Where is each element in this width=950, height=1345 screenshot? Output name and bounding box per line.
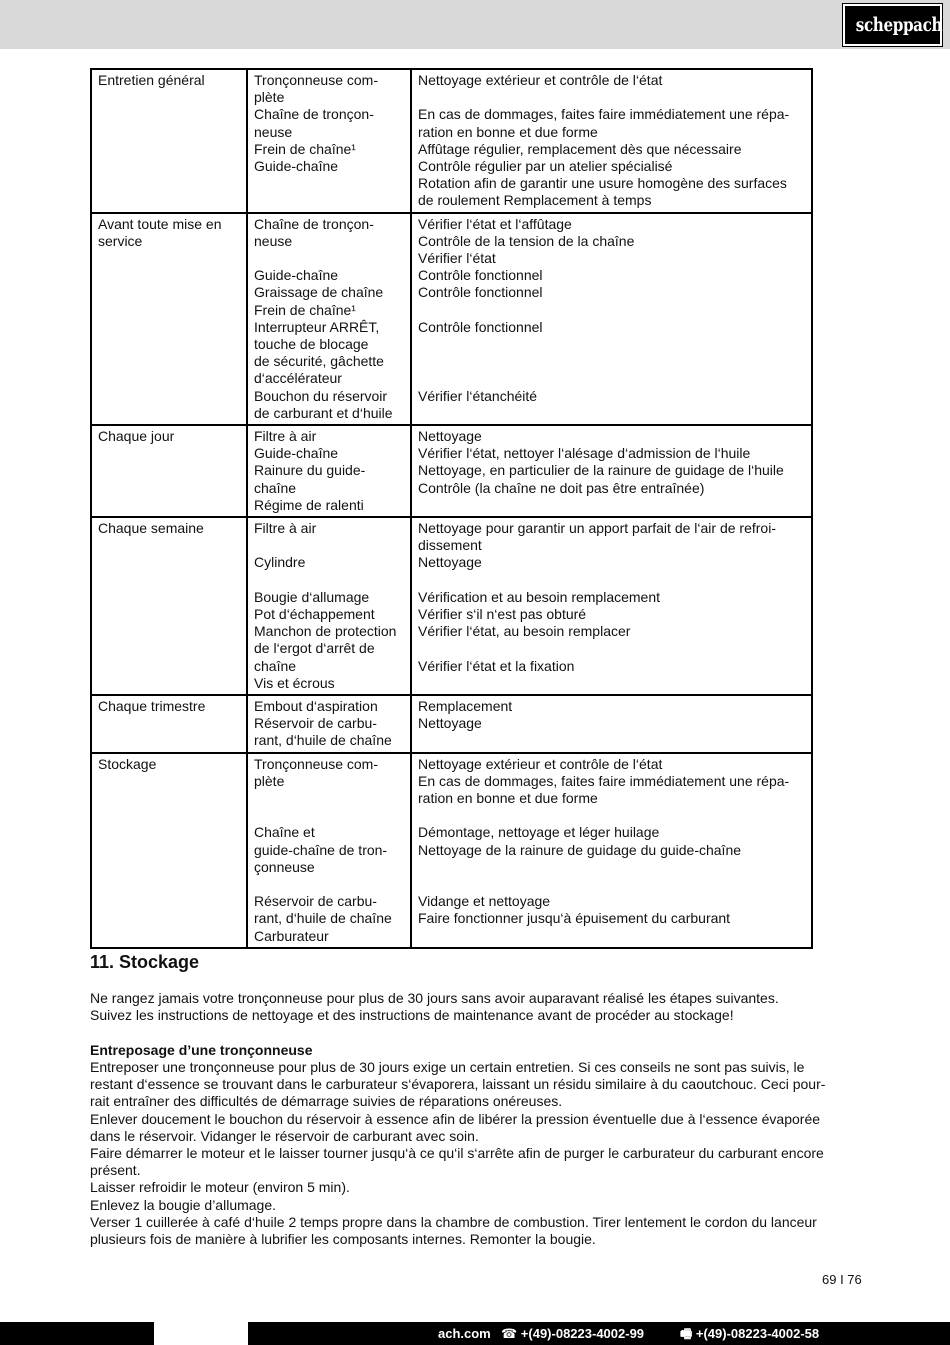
action-line bbox=[418, 859, 806, 876]
component-line: Chaîne de tronçon- bbox=[254, 215, 374, 232]
interval-line: service bbox=[98, 232, 143, 249]
component-cell bbox=[247, 213, 411, 425]
action-line: Contrôle fonctionnel bbox=[418, 318, 543, 335]
component-line: Interrupteur ARRÊT, bbox=[254, 318, 380, 335]
component-cell bbox=[247, 69, 411, 213]
action-line: Affûtage régulier, remplacement dès que nécessaire bbox=[418, 140, 742, 157]
action-line: Nettoyage extérieur et contrôle de l‘état bbox=[418, 72, 663, 88]
table-row bbox=[91, 425, 812, 517]
action-cell bbox=[411, 753, 812, 948]
action-line: Nettoyage, en particulier de la rainure de guidage de l‘huile bbox=[418, 462, 784, 479]
action-line: Démontage, nettoyage et léger huilage bbox=[418, 824, 660, 841]
intro-line: Ne rangez jamais votre tronçonneuse pour plus de 30 jours sans avoir auparavant réalisé les étapes suivantes. bbox=[90, 990, 779, 1006]
body-line: Enlevez la bougie d’allumage. bbox=[90, 1196, 277, 1213]
body-line: Enlever doucement le bouchon du réservoir à essence afin de libérer la pression éventuelle due à l‘essence évaporée bbox=[90, 1110, 821, 1127]
storage-intro bbox=[90, 990, 860, 1024]
body-line: restant d‘essence se trouvant dans le carburateur s‘évaporera, laissant un résidu similaire à du caoutchouc. Ceci pour- bbox=[90, 1076, 826, 1093]
action-line bbox=[418, 336, 806, 353]
table-row bbox=[91, 69, 812, 213]
action-line bbox=[418, 353, 806, 370]
action-line: Contrôle (la chaîne ne doit pas être entraînée) bbox=[418, 479, 705, 496]
component-line bbox=[254, 192, 405, 209]
action-line: Vérifier l‘état et la fixation bbox=[418, 657, 575, 674]
action-cell bbox=[411, 517, 812, 695]
action-line: Vérifier l‘état, au besoin remplacer bbox=[418, 623, 631, 640]
footer-phone: ☎ +(49)-08223-4002-99 bbox=[501, 1326, 645, 1341]
component-line: çonneuse bbox=[254, 858, 315, 875]
action-line: Vérifier l‘état bbox=[418, 250, 496, 267]
action-line bbox=[418, 640, 806, 657]
component-line: de sécurité, gâchette bbox=[254, 353, 384, 370]
component-line: chaîne bbox=[254, 479, 297, 496]
component-cell bbox=[247, 517, 411, 695]
interval-line: Avant toute mise en bbox=[98, 215, 222, 232]
header-band bbox=[0, 0, 950, 49]
action-line: Nettoyage extérieur et contrôle de l‘état bbox=[418, 755, 663, 772]
section-title: 11. Stockage bbox=[90, 952, 200, 972]
table-row bbox=[91, 213, 812, 425]
maintenance-table bbox=[90, 68, 813, 949]
component-line: Rainure du guide- bbox=[254, 462, 366, 479]
component-line: de l‘ergot d‘arrêt de bbox=[254, 640, 375, 657]
component-line: neuse bbox=[254, 123, 293, 140]
action-line: Contrôle régulier par un atelier spécialisé bbox=[418, 158, 673, 174]
action-line: Vérifier s‘il n‘est pas obturé bbox=[418, 606, 587, 623]
component-line: Tronçonneuse com- bbox=[254, 72, 378, 88]
interval-line: Entretien général bbox=[98, 72, 205, 88]
body-line: présent. bbox=[90, 1162, 141, 1179]
interval-cell bbox=[91, 695, 247, 753]
table-row bbox=[91, 753, 812, 948]
action-line: Remplacement bbox=[418, 698, 513, 715]
component-line: Manchon de protection bbox=[254, 623, 397, 640]
component-line: Frein de chaîne¹ bbox=[254, 140, 356, 157]
component-cell bbox=[247, 695, 411, 753]
action-line: Faire fonctionner jusqu‘à épuisement du carburant bbox=[418, 910, 731, 927]
action-cell bbox=[411, 425, 812, 517]
component-line: Régime de ralenti bbox=[254, 496, 364, 513]
action-line: ration en bonne et due forme bbox=[418, 123, 598, 140]
component-cell bbox=[247, 425, 411, 517]
component-line bbox=[254, 572, 405, 589]
component-line: Chaîne et bbox=[254, 824, 315, 841]
component-line: Carburateur bbox=[254, 927, 329, 944]
table-row bbox=[91, 517, 812, 695]
action-line: En cas de dommages, faites faire immédiatement une répa- bbox=[418, 106, 790, 123]
component-line: d‘accélérateur bbox=[254, 370, 342, 387]
action-line bbox=[418, 876, 806, 893]
footer-website[interactable]: ach.com bbox=[438, 1326, 491, 1341]
component-line: Guide-chaîne bbox=[254, 445, 339, 462]
component-line bbox=[254, 250, 405, 267]
component-line: Graissage de chaîne bbox=[254, 284, 384, 301]
interval-line: Chaque trimestre bbox=[98, 698, 206, 715]
interval-cell bbox=[91, 753, 247, 948]
component-line: Guide-chaîne bbox=[254, 158, 339, 175]
interval-line: Chaque semaine bbox=[98, 520, 204, 537]
action-cell bbox=[411, 695, 812, 753]
component-line: guide-chaîne de tron- bbox=[254, 841, 388, 858]
footer-left-block bbox=[0, 1322, 154, 1345]
action-line: ration en bonne et due forme bbox=[418, 790, 598, 807]
component-line: Filtre à air bbox=[254, 520, 317, 537]
action-line: de roulement Remplacement à temps bbox=[418, 192, 652, 209]
action-line: dissement bbox=[418, 537, 482, 554]
action-line bbox=[418, 572, 806, 589]
component-cell bbox=[247, 753, 411, 948]
action-line bbox=[418, 370, 806, 387]
component-line: rant, d‘huile de chaîne bbox=[254, 910, 392, 927]
component-line: touche de blocage bbox=[254, 336, 369, 353]
page-number: 69 I 76 bbox=[822, 1272, 862, 1287]
action-line: Contrôle fonctionnel bbox=[418, 284, 543, 301]
component-line: Réservoir de carbu- bbox=[254, 715, 377, 732]
component-line: de carburant et d‘huile bbox=[254, 404, 393, 421]
storage-body bbox=[90, 1059, 860, 1248]
action-line: Vérifier l‘étanchéité bbox=[418, 387, 538, 404]
action-cell bbox=[411, 213, 812, 425]
component-line: plète bbox=[254, 89, 285, 106]
component-line: Vis et écrous bbox=[254, 674, 335, 691]
component-line: neuse bbox=[254, 232, 293, 249]
component-line: Réservoir de carbu- bbox=[254, 893, 377, 910]
interval-line: Stockage bbox=[98, 755, 157, 772]
storage-subheading: Entreposage d’une tronçonneuse bbox=[90, 1042, 313, 1058]
action-line: Contrôle fonctionnel bbox=[418, 267, 543, 284]
body-line: Laisser refroidir le moteur (environ 5 min). bbox=[90, 1179, 350, 1196]
component-line bbox=[254, 876, 405, 893]
component-line: Bougie d‘allumage bbox=[254, 588, 370, 605]
component-line: Pot d‘échappement bbox=[254, 606, 375, 623]
interval-cell bbox=[91, 517, 247, 695]
action-line: Vidange et nettoyage bbox=[418, 893, 551, 910]
component-line: Filtre à air bbox=[254, 428, 317, 445]
component-line: rant, d‘huile de chaîne bbox=[254, 732, 392, 749]
footer-contact-bar bbox=[248, 1322, 950, 1345]
component-line: Bouchon du réservoir bbox=[254, 387, 388, 404]
footer-fax: 🖷 +(49)-08223-4002-58 bbox=[680, 1326, 820, 1341]
body-line: Entreposer une tronçonneuse pour plus de 30 jours exige un certain entretien. Si ces conseils ne sont pas suivis, le bbox=[90, 1059, 805, 1075]
component-line: chaîne bbox=[254, 657, 297, 674]
action-line: Vérifier l‘état et l‘affûtage bbox=[418, 215, 572, 232]
table-row bbox=[91, 695, 812, 753]
action-line: Nettoyage de la rainure de guidage du guide-chaîne bbox=[418, 841, 742, 858]
intro-line: Suivez les instructions de nettoyage et des instructions de maintenance avant de procéder au stockage! bbox=[90, 1007, 734, 1024]
component-line: Cylindre bbox=[254, 554, 306, 571]
interval-line: Chaque jour bbox=[98, 428, 175, 445]
action-line bbox=[418, 89, 806, 106]
action-line: Nettoyage pour garantir un apport parfait de l‘air de refroi- bbox=[418, 520, 776, 537]
body-line: plusieurs fois de manière à lubrifier les composants internes. Remonter la bougie. bbox=[90, 1231, 596, 1248]
component-line: plète bbox=[254, 772, 285, 789]
component-line: Embout d‘aspiration bbox=[254, 698, 378, 715]
action-line: Nettoyage bbox=[418, 428, 482, 445]
brand-logo: scheppach bbox=[843, 4, 942, 46]
action-line bbox=[418, 807, 806, 824]
body-line: Faire démarrer le moteur et le laisser tourner jusqu‘à ce qu‘il s‘arrête afin de purger le carburateur du carburant encore bbox=[90, 1145, 824, 1162]
component-line bbox=[254, 807, 405, 824]
component-line: Tronçonneuse com- bbox=[254, 755, 378, 772]
interval-cell bbox=[91, 425, 247, 517]
action-line: Rotation afin de garantir une usure homogène des surfaces bbox=[418, 175, 787, 192]
action-cell bbox=[411, 69, 812, 213]
interval-cell bbox=[91, 69, 247, 213]
component-line bbox=[254, 537, 405, 554]
action-line: Nettoyage bbox=[418, 715, 482, 732]
action-line: En cas de dommages, faites faire immédiatement une répa- bbox=[418, 772, 790, 789]
body-line: Verser 1 cuillerée à café d‘huile 2 temps propre dans la chambre de combustion. Tirer lentement le cordon du lanceur bbox=[90, 1213, 817, 1230]
action-line: Nettoyage bbox=[418, 554, 482, 571]
action-line: Vérifier l‘état, nettoyer l‘alésage d‘admission de l‘huile bbox=[418, 445, 751, 462]
interval-cell bbox=[91, 213, 247, 425]
body-line: rait entraîner des difficultés de démarrage suivies de réparations onéreuses. bbox=[90, 1093, 563, 1110]
component-line bbox=[254, 790, 405, 807]
component-line: Chaîne de tronçon- bbox=[254, 106, 374, 123]
component-line bbox=[254, 175, 405, 192]
action-line: Vérification et au besoin remplacement bbox=[418, 588, 661, 605]
action-line: Contrôle de la tension de la chaîne bbox=[418, 232, 635, 249]
component-line: Guide-chaîne bbox=[254, 267, 339, 284]
action-line bbox=[418, 302, 806, 319]
body-line: dans le réservoir. Vidanger le réservoir de carburant avec soin. bbox=[90, 1127, 479, 1144]
component-line: Frein de chaîne¹ bbox=[254, 301, 356, 318]
